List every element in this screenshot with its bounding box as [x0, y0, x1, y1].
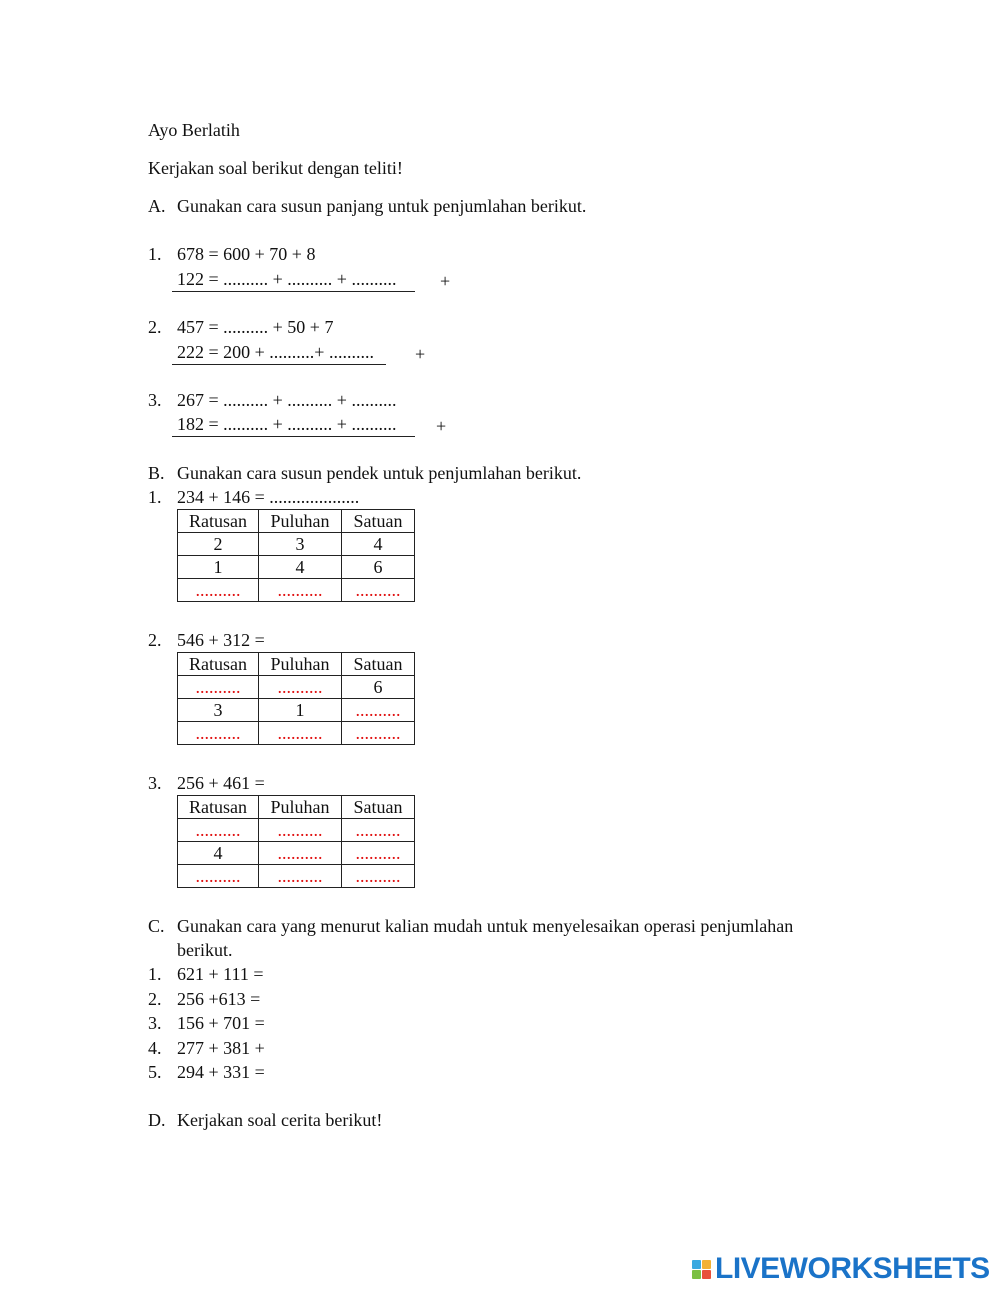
c2-problem[interactable]: 256 +613 =: [177, 989, 261, 1009]
header-ratusan: Ratusan: [178, 653, 259, 676]
c4-problem[interactable]: 277 + 381 +: [177, 1038, 265, 1058]
a3-number: 3.: [148, 390, 162, 410]
section-c-heading-line2: berikut.: [177, 940, 233, 960]
header-puluhan: Puluhan: [259, 510, 342, 533]
header-ratusan: Ratusan: [178, 796, 259, 819]
answer-blank[interactable]: ..........: [178, 579, 259, 602]
liveworksheets-logo: [692, 1252, 990, 1286]
table-cell: 6: [342, 676, 415, 699]
answer-blank[interactable]: ..........: [259, 865, 342, 888]
answer-blank[interactable]: ..........: [178, 865, 259, 888]
a1-line1: 678 = 600 + 70 + 8: [177, 244, 316, 264]
answer-blank[interactable]: ..........: [342, 699, 415, 722]
table-row: [178, 556, 415, 579]
header-satuan: Satuan: [342, 510, 415, 533]
table-row: [178, 842, 415, 865]
b1-problem[interactable]: 234 + 146 = ....................: [177, 487, 360, 507]
a1-plus: +: [440, 271, 451, 291]
answer-blank[interactable]: ..........: [342, 842, 415, 865]
a3-line1[interactable]: 267 = .......... + .......... + ..........: [177, 390, 397, 410]
section-d-heading: Kerjakan soal cerita berikut!: [177, 1110, 383, 1130]
section-a-heading: Gunakan cara susun panjang untuk penjumlahan berikut.: [177, 196, 587, 216]
b3-problem: 256 + 461 =: [177, 773, 265, 793]
answer-blank[interactable]: ..........: [178, 819, 259, 842]
table-row: [178, 533, 415, 556]
a1-number: 1.: [148, 244, 162, 264]
c4-number: 4.: [148, 1038, 162, 1058]
b1-place-value-table: [177, 509, 415, 602]
a3-plus: +: [436, 416, 447, 436]
c1-problem[interactable]: 621 + 111 =: [177, 964, 264, 984]
c5-number: 5.: [148, 1062, 162, 1082]
answer-blank[interactable]: ..........: [259, 842, 342, 865]
c3-number: 3.: [148, 1013, 162, 1033]
table-row: [178, 722, 415, 745]
c1-number: 1.: [148, 964, 162, 984]
table-row: [178, 676, 415, 699]
c3-problem[interactable]: 156 + 701 =: [177, 1013, 265, 1033]
answer-blank[interactable]: ..........: [259, 676, 342, 699]
header-ratusan: Ratusan: [178, 510, 259, 533]
table-cell: 3: [178, 699, 259, 722]
instruction-text: Kerjakan soal berikut dengan teliti!: [148, 158, 403, 178]
section-c-letter: C.: [148, 916, 165, 936]
answer-blank[interactable]: ..........: [342, 865, 415, 888]
a3-sum-line: [172, 436, 415, 437]
table-cell: 4: [178, 842, 259, 865]
table-cell: 4: [342, 533, 415, 556]
table-header-row: [178, 510, 415, 533]
table-cell: 1: [259, 699, 342, 722]
table-cell: 2: [178, 533, 259, 556]
section-b-heading: Gunakan cara susun pendek untuk penjumlahan berikut.: [177, 463, 582, 483]
table-row: [178, 819, 415, 842]
answer-blank[interactable]: ..........: [259, 579, 342, 602]
header-satuan: Satuan: [342, 796, 415, 819]
table-row: [178, 699, 415, 722]
section-d-letter: D.: [148, 1110, 166, 1130]
answer-blank[interactable]: ..........: [259, 722, 342, 745]
c2-number: 2.: [148, 989, 162, 1009]
a2-sum-line: [172, 364, 386, 365]
a2-number: 2.: [148, 317, 162, 337]
header-puluhan: Puluhan: [259, 653, 342, 676]
table-cell: 6: [342, 556, 415, 579]
answer-blank[interactable]: ..........: [342, 722, 415, 745]
c5-problem[interactable]: 294 + 331 =: [177, 1062, 265, 1082]
table-header-row: [178, 653, 415, 676]
b2-problem: 546 + 312 =: [177, 630, 265, 650]
table-cell: 4: [259, 556, 342, 579]
section-c-heading-line1: Gunakan cara yang menurut kalian mudah untuk menyelesaikan operasi penjumlahan: [177, 916, 794, 936]
a2-plus: +: [415, 344, 426, 364]
b2-number: 2.: [148, 630, 162, 650]
page-title: Ayo Berlatih: [148, 120, 240, 140]
b2-place-value-table: [177, 652, 415, 745]
b3-place-value-table: [177, 795, 415, 888]
header-satuan: Satuan: [342, 653, 415, 676]
logo-mark-icon: [692, 1260, 711, 1279]
table-cell: 1: [178, 556, 259, 579]
a3-line2[interactable]: 182 = .......... + .......... + ..........: [177, 414, 397, 434]
answer-blank[interactable]: ..........: [178, 676, 259, 699]
table-row: [178, 579, 415, 602]
a1-sum-line: [172, 291, 415, 292]
a2-line1[interactable]: 457 = .......... + 50 + 7: [177, 317, 334, 337]
table-header-row: [178, 796, 415, 819]
table-row: [178, 865, 415, 888]
b1-number: 1.: [148, 487, 162, 507]
b3-number: 3.: [148, 773, 162, 793]
a2-line2[interactable]: 222 = 200 + ..........+ ..........: [177, 342, 374, 362]
answer-blank[interactable]: ..........: [342, 819, 415, 842]
a1-line2[interactable]: 122 = .......... + .......... + ..........: [177, 269, 397, 289]
section-a-letter: A.: [148, 196, 166, 216]
section-b-letter: B.: [148, 463, 165, 483]
answer-blank[interactable]: ..........: [342, 579, 415, 602]
answer-blank[interactable]: ..........: [259, 819, 342, 842]
logo-text: LIVEWORKSHEETS: [715, 1252, 990, 1285]
table-cell: 3: [259, 533, 342, 556]
header-puluhan: Puluhan: [259, 796, 342, 819]
answer-blank[interactable]: ..........: [178, 722, 259, 745]
